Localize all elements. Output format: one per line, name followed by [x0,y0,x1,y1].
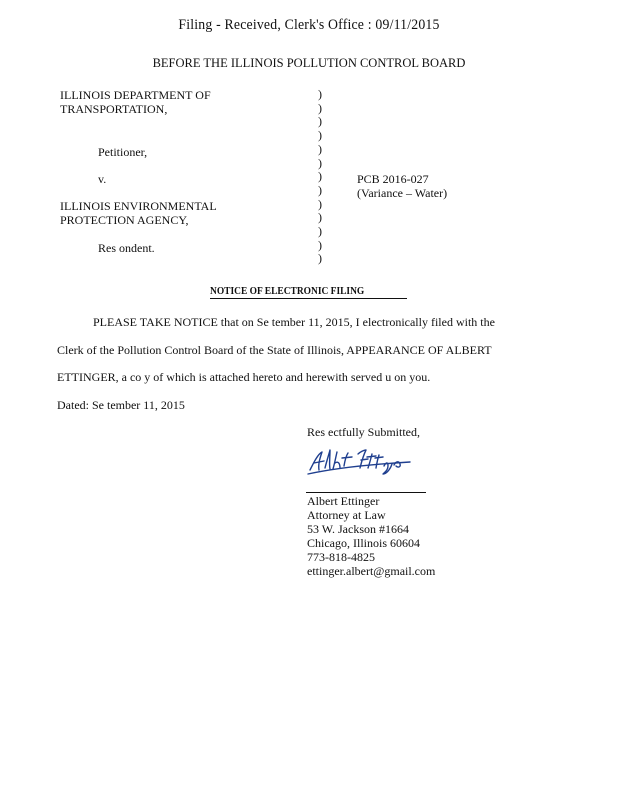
closing-line: Res ectfully Submitted, [307,425,420,439]
notice-title-underline [210,298,407,299]
notice-line-1: PLEASE TAKE NOTICE that on Se tember 11, 2015, I electronically filed with the [93,315,495,329]
notice-line-3: ETTINGER, a co y of which is attached hereto and herewith served u on you. [57,370,431,384]
dated-line: Dated: Se tember 11, 2015 [57,398,185,412]
signer-title: Attorney at Law [307,508,386,522]
case-type: (Variance – Water) [357,186,448,200]
handwritten-signature [306,444,416,478]
respondent-name-line1: ILLINOIS ENVIRONMENTAL [60,199,217,213]
caption-paren-column: ) ) ) ) ) ) ) ) ) ) ) ) ) [318,87,322,266]
signer-city: Chicago, Illinois 60604 [307,536,420,550]
board-heading: BEFORE THE ILLINOIS POLLUTION CONTROL BOARD [152,56,466,70]
signer-email: ettinger.albert@gmail.com [307,564,436,578]
notice-title: NOTICE OF ELECTRONIC FILING [210,286,365,297]
signer-phone: 773-818-4825 [307,550,375,564]
petitioner-name-line2: TRANSPORTATION, [60,102,168,116]
signer-street: 53 W. Jackson #1664 [307,522,409,536]
signature-line [306,492,426,493]
petitioner-role: Petitioner, [98,145,148,159]
notice-line-2: Clerk of the Pollution Control Board of the State of Illinois, APPEARANCE OF ALBERT [57,343,492,357]
signature-address-block [307,494,435,578]
respondent-name-line2: PROTECTION AGENCY, [60,213,189,227]
versus-label: v. [98,172,107,186]
filing-stamp: Filing - Received, Clerk's Office : 09/11/2015 [178,17,440,33]
case-number: PCB 2016-027 [357,172,429,186]
respondent-role: Res ondent. [98,241,155,255]
signer-name: Albert Ettinger [307,494,380,508]
petitioner-name-line1: ILLINOIS DEPARTMENT OF [60,88,211,102]
